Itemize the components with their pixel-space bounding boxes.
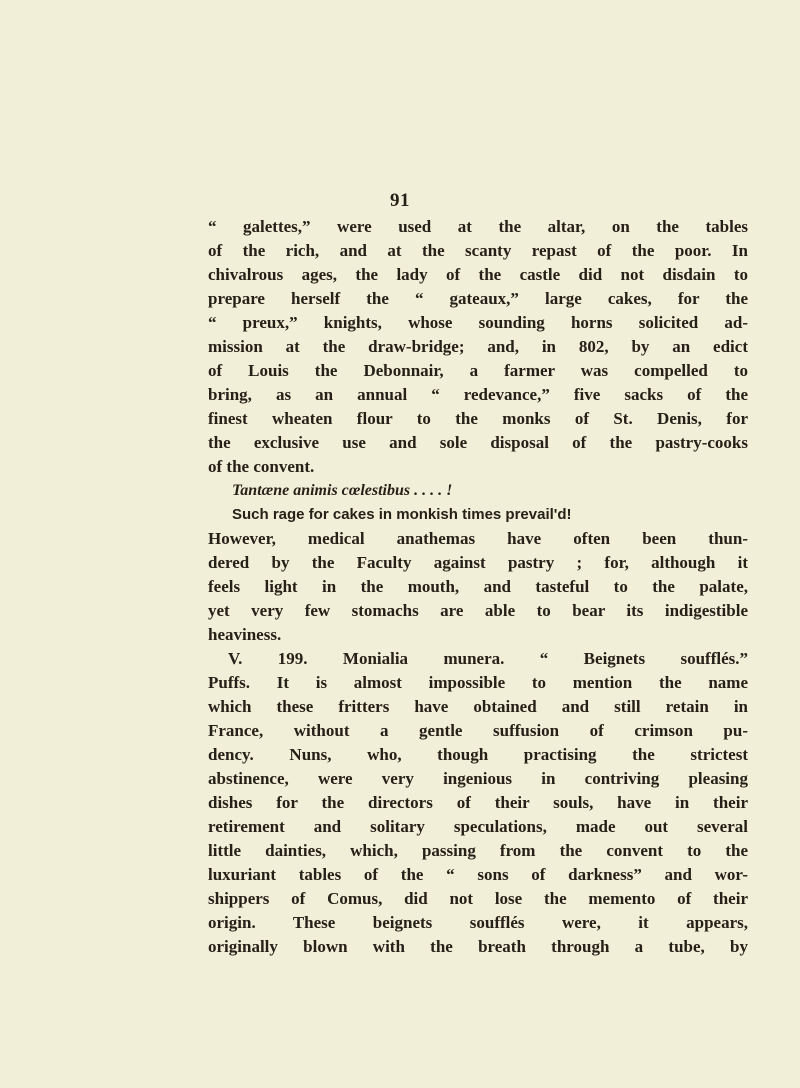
text-line: which these fritters have obtained and still retain in [208, 697, 748, 716]
text-line: originally blown with the breath through a tube, by [208, 937, 748, 956]
text-line: of the convent. [208, 457, 315, 476]
text-line: feels light in the mouth, and tasteful to the palate, [208, 577, 748, 596]
text-line: little dainties, which, passing from the convent to the [208, 841, 748, 860]
text-line: abstinence, were very ingenious in contriving pleasing [208, 769, 748, 788]
text-line: retirement and solitary speculations, made out several [208, 817, 748, 836]
text-line: luxuriant tables of the “ sons of darkness” and wor- [208, 865, 748, 884]
latin-quote: Tantæne animis cœlestibus . . . . ! [232, 482, 453, 499]
text-line: heaviness. [208, 625, 282, 644]
english-quote: Such rage for cakes in monkish times prevail'd! [232, 506, 572, 523]
text-line: yet very few stomachs are able to bear its indigestible [208, 601, 748, 620]
text-line: the exclusive use and sole disposal of the pastry-cooks [208, 433, 748, 452]
text-line: France, without a gentle suffusion of crimson pu- [208, 721, 748, 740]
text-line: “ galettes,” were used at the altar, on the tables [208, 217, 748, 236]
text-line: dency. Nuns, who, though practising the strictest [208, 745, 748, 764]
text-line: shippers of Comus, did not lose the memento of their [208, 889, 748, 908]
text-line: bring, as an annual “ redevance,” five sacks of the [208, 385, 748, 404]
page-number: 91 [390, 190, 410, 211]
text-line: mission at the draw-bridge; and, in 802, by an edict [208, 337, 748, 356]
text-line: of the rich, and at the scanty repast of the poor. In [208, 241, 748, 260]
text-line: dered by the Faculty against pastry ; for, although it [208, 553, 748, 572]
text-line: of Louis the Debonnair, a farmer was compelled to [208, 361, 748, 380]
text-line: finest wheaten flour to the monks of St. Denis, for [208, 409, 748, 428]
text-line: chivalrous ages, the lady of the castle did not disdain to [208, 265, 748, 284]
text-line: prepare herself the “ gateaux,” large cakes, for the [208, 289, 748, 308]
text-line: “ preux,” knights, whose sounding horns solicited ad- [208, 313, 748, 332]
text-line: V. 199. Monialia munera. “ Beignets soufflés.” [228, 649, 748, 668]
text-line: However, medical anathemas have often been thun- [208, 529, 748, 548]
text-line: dishes for the directors of their souls, have in their [208, 793, 748, 812]
text-line: origin. These beignets soufflés were, it appears, [208, 913, 748, 932]
text-line: Puffs. It is almost impossible to mention the name [208, 673, 748, 692]
body-text [208, 215, 748, 959]
